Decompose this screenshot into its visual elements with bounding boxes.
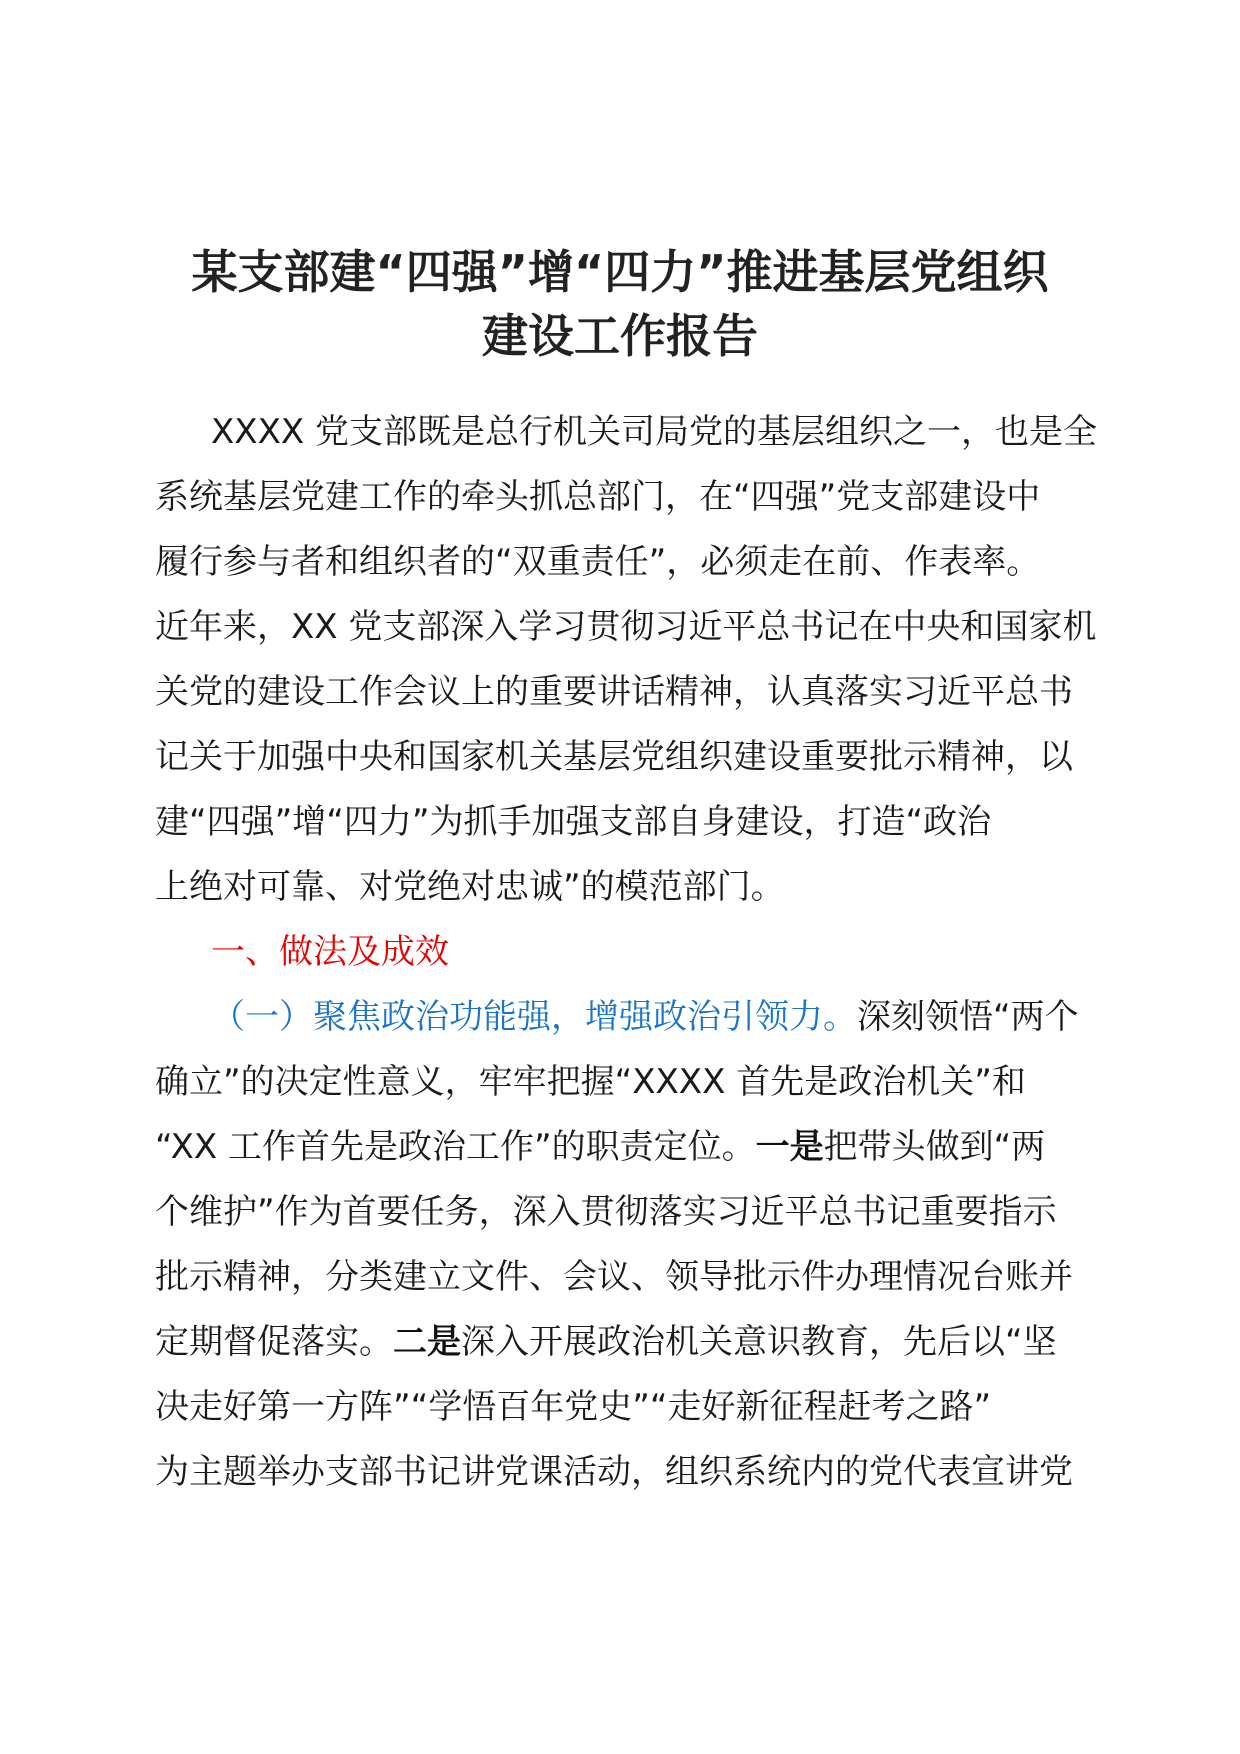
- point-marker-two: 二是: [393, 1322, 461, 1362]
- title-line-1: 某支部建“四强”增“四力”推进基层党组织: [191, 245, 1049, 299]
- document-body: [155, 400, 1097, 1505]
- intro-line: 关党的建设工作会议上的重要讲话精神，认真落实习近平总书: [155, 672, 1073, 712]
- point-marker-one: 一是: [755, 1127, 824, 1167]
- intro-line: 履行参与者和组织者的“双重责任”，必须走在前、作表率。: [155, 542, 1041, 582]
- subsection-line: 决走好第一方阵”“学悟百年党史”“走好新征程赶考之路”: [155, 1387, 992, 1427]
- subsection-line: 批示精神，分类建立文件、会议、领导批示件办理情况台账并: [155, 1257, 1073, 1297]
- subsection-line: [155, 1310, 1085, 1375]
- subsection-line: 个维护”作为首要任务，深入贯彻落实习近平总书记重要指示: [155, 1192, 1057, 1232]
- subsection-text: 深入开展政治机关意识教育，先后以“坚: [461, 1322, 1057, 1362]
- section-heading: 一、做法及成效: [211, 932, 449, 972]
- intro-line: 近年来，XX 党支部深入学习贯彻习近平总书记在中央和国家机: [155, 607, 1097, 647]
- subsection-heading: （一）聚焦政治功能强，增强政治引领力。: [211, 997, 857, 1037]
- intro-line: 上绝对可靠、对党绝对忠诚”的模范部门。: [155, 867, 785, 907]
- subsection-line: 为主题举办支部书记讲党课活动，组织系统内的党代表宣讲党: [155, 1452, 1073, 1492]
- intro-line: XXXX 党支部既是总行机关司局党的基层组织之一，也是全: [211, 412, 1097, 452]
- subsection-line: [155, 985, 1085, 1050]
- document-title: [140, 240, 1100, 368]
- subsection-line: 确立”的决定性意义，牢牢把握“XXXX 首先是政治机关”和: [155, 1062, 1026, 1102]
- intro-line: 建“四强”增“四力”为抓手加强支部自身建设，打造“政治: [155, 802, 992, 842]
- intro-line: 记关于加强中央和国家机关基层党组织建设重要批示精神，以: [155, 737, 1073, 777]
- intro-paragraph: [155, 400, 1097, 920]
- subsection-text: 定期督促落实。: [155, 1322, 393, 1362]
- intro-line: 系统基层党建工作的牵头抓总部门，在“四强”党支部建设中: [155, 477, 1041, 517]
- subsection-paragraph: [155, 985, 1085, 1505]
- subsection-text: 把带头做到“两: [823, 1127, 1046, 1167]
- subsection-line: [155, 1115, 1085, 1180]
- title-line-2: 建设工作报告: [482, 309, 758, 363]
- subsection-text: 深刻领悟“两个: [857, 997, 1079, 1037]
- subsection-text: “XX 工作首先是政治工作”的职责定位。: [155, 1127, 756, 1167]
